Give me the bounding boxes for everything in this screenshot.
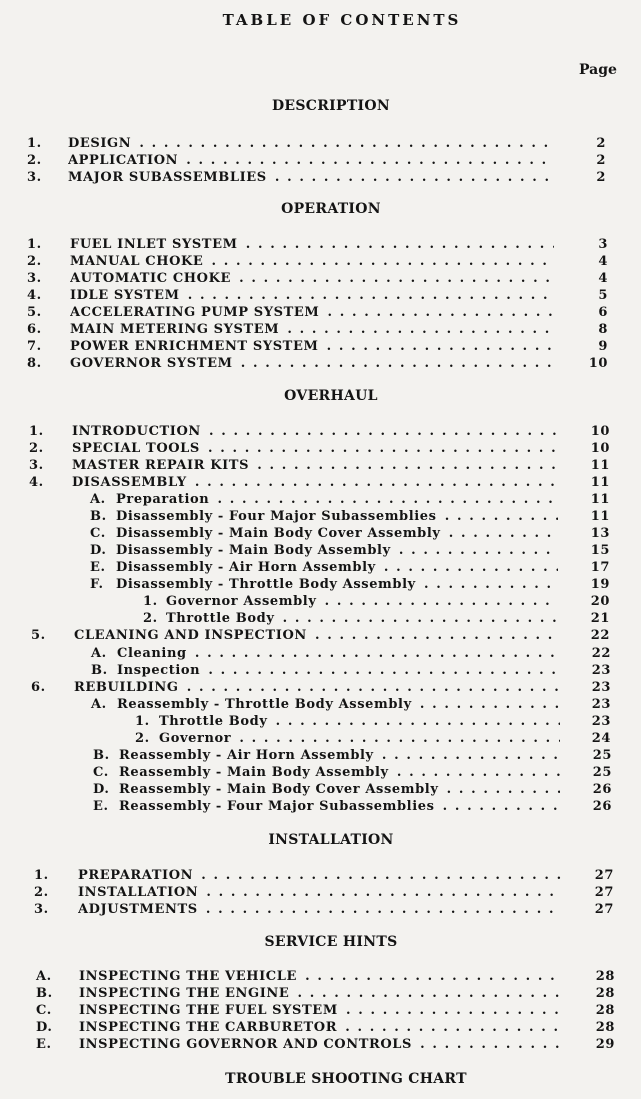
toc-number: B. [36,986,53,1001]
toc-number: 3. [27,271,42,286]
toc-number: 2. [34,885,49,900]
toc-label: Reassembly - Air Horn Assembly . . . [119,748,560,765]
toc-page-number: 10 [588,356,608,371]
toc-number: C. [93,765,109,780]
toc-page-number: 11 [590,492,610,507]
toc-label: PREPARATION . . . [78,868,562,885]
toc-label: INSTALLATION . . . [78,885,562,902]
toc-label: MANUAL CHOKE . . . [70,254,554,271]
toc-label: Reassembly - Main Body Assembly . . . [119,765,560,782]
toc-label: DESIGN . . . [68,136,552,153]
toc-label: Disassembly - Air Horn Assembly . . . [116,560,558,577]
toc-page-number: 28 [595,1020,615,1035]
toc-label: INSPECTING THE VEHICLE . . . [79,969,563,986]
toc-label: INSPECTING THE ENGINE . . . [79,986,563,1003]
toc-page-number: 27 [594,902,614,917]
toc-number: 2. [135,731,150,746]
toc-page-number: 28 [595,969,615,984]
toc-label: INSPECTING THE CARBURETOR . . . [79,1020,563,1037]
toc-page-number: 27 [594,885,614,900]
toc-page-number: 26 [592,799,612,814]
toc-label: ACCELERATING PUMP SYSTEM . . . [70,305,554,322]
toc-page-number: 9 [598,339,608,354]
toc-label: SPECIAL TOOLS . . . [72,441,556,458]
toc-label: Disassembly - Throttle Body Assembly . . . [116,577,558,594]
toc-page-number: 4 [598,271,608,286]
toc-label: REBUILDING . . . [74,680,560,697]
toc-page-number: 23 [591,663,611,678]
toc-number: 6. [27,322,42,337]
toc-page-number: 6 [598,305,608,320]
toc-number: 2. [143,611,158,626]
toc-number: F. [90,577,104,592]
toc-page-number: 2 [596,136,606,151]
toc-page-number: 15 [590,543,610,558]
toc-page-number: 2 [596,153,606,168]
toc-page-number: 11 [590,475,610,490]
toc-number: D. [90,543,107,558]
toc-label: Reassembly - Four Major Subassemblies . . . [119,799,560,816]
toc-page-number: 11 [590,509,610,524]
toc-label: Governor . . . [159,731,560,748]
toc-number: A. [90,492,106,507]
toc-number: 1. [27,237,42,252]
toc-page-number: 23 [591,680,611,695]
toc-page-number: 23 [591,697,611,712]
toc-label: Cleaning . . . [117,646,560,663]
toc-page-number: 21 [590,611,610,626]
toc-page-number: 13 [590,526,610,541]
section-heading-description: DESCRIPTION [271,98,391,114]
toc-number: 3. [27,170,42,185]
toc-number: 3. [29,458,44,473]
section-heading-service-hints: SERVICE HINTS [264,934,398,950]
toc-label: INTRODUCTION . . . [72,424,556,441]
toc-page-number: 28 [595,1003,615,1018]
toc-page-number: 22 [590,628,610,643]
toc-number: 2. [27,153,42,168]
toc-page-number: 10 [590,424,610,439]
toc-label: INSPECTING GOVERNOR AND CONTROLS . . . [79,1037,563,1054]
toc-label: CLEANING AND INSPECTION . . . [74,628,558,645]
page-title: TABLE OF CONTENTS [222,11,462,29]
toc-page-number: 10 [590,441,610,456]
toc-number: 2. [29,441,44,456]
section-heading-installation: INSTALLATION [268,832,394,848]
toc-number: 7. [27,339,42,354]
toc-page-number: 22 [591,646,611,661]
toc-page-number: 27 [594,868,614,883]
toc-number: 3. [34,902,49,917]
page-column-label: Page [579,62,617,78]
toc-page-number: 24 [591,731,611,746]
toc-label: DISASSEMBLY . . . [72,475,556,492]
toc-number: B. [93,748,110,763]
toc-label: AUTOMATIC CHOKE . . . [70,271,554,288]
toc-number: 2. [27,254,42,269]
toc-page-number: 17 [590,560,610,575]
toc-number: 1. [27,136,42,151]
toc-number: C. [90,526,106,541]
toc-number: B. [91,663,108,678]
toc-page-number: 28 [595,986,615,1001]
toc-label: INSPECTING THE FUEL SYSTEM . . . [79,1003,563,1020]
toc-page-number: 25 [592,765,612,780]
toc-number: C. [36,1003,52,1018]
section-heading-trouble-shooting: TROUBLE SHOOTING CHART [225,1071,467,1087]
toc-label: Inspection . . . [117,663,560,680]
toc-number: 1. [135,714,150,729]
toc-label: POWER ENRICHMENT SYSTEM . . . [70,339,554,356]
toc-number: 1. [143,594,158,609]
toc-label: Reassembly - Throttle Body Assembly . . . [117,697,560,714]
toc-label: Throttle Body . . . [166,611,558,628]
toc-page-number: 19 [590,577,610,592]
toc-label: APPLICATION . . . [68,153,552,170]
section-heading-overhaul: OVERHAUL [284,388,378,404]
toc-number: 4. [27,288,42,303]
toc-number: 5. [31,628,46,643]
toc-label: Preparation . . . [116,492,558,509]
toc-number: 8. [27,356,42,371]
toc-page-number: 2 [596,170,606,185]
toc-number: 6. [31,680,46,695]
toc-page-number: 23 [591,714,611,729]
toc-page-number: 11 [590,458,610,473]
toc-number: D. [93,782,110,797]
toc-label: Disassembly - Main Body Cover Assembly . . . [116,526,558,543]
toc-page-number: 4 [598,254,608,269]
toc-page-number: 8 [598,322,608,337]
toc-number: 5. [27,305,42,320]
toc-number: A. [91,646,107,661]
toc-number: D. [36,1020,53,1035]
toc-number: A. [36,969,52,984]
toc-label: ADJUSTMENTS . . . [78,902,562,919]
toc-number: E. [93,799,109,814]
section-heading-operation: OPERATION [281,201,381,217]
toc-number: A. [91,697,107,712]
toc-label: GOVERNOR SYSTEM . . . [70,356,554,373]
toc-label: Reassembly - Main Body Cover Assembly . . . [119,782,560,799]
toc-label: FUEL INLET SYSTEM . . . [70,237,554,254]
toc-page-number: 29 [595,1037,615,1052]
toc-label: MAIN METERING SYSTEM . . . [70,322,554,339]
toc-label: Throttle Body . . . [159,714,560,731]
toc-number: 1. [29,424,44,439]
toc-page-number: 26 [592,782,612,797]
toc-label: Governor Assembly . . . [166,594,558,611]
toc-number: 4. [29,475,44,490]
toc-label: Disassembly - Main Body Assembly . . . [116,543,558,560]
toc-number: E. [90,560,106,575]
toc-page-number: 3 [598,237,608,252]
toc-label: MAJOR SUBASSEMBLIES . . . [68,170,552,187]
toc-label: Disassembly - Four Major Subassemblies . . . [116,509,558,526]
toc-page-number: 20 [590,594,610,609]
toc-number: B. [90,509,107,524]
toc-page-number: 25 [592,748,612,763]
toc-label: MASTER REPAIR KITS . . . [72,458,556,475]
toc-page-number: 5 [598,288,608,303]
toc-label: IDLE SYSTEM . . . [70,288,554,305]
toc-number: E. [36,1037,52,1052]
toc-number: 1. [34,868,49,883]
